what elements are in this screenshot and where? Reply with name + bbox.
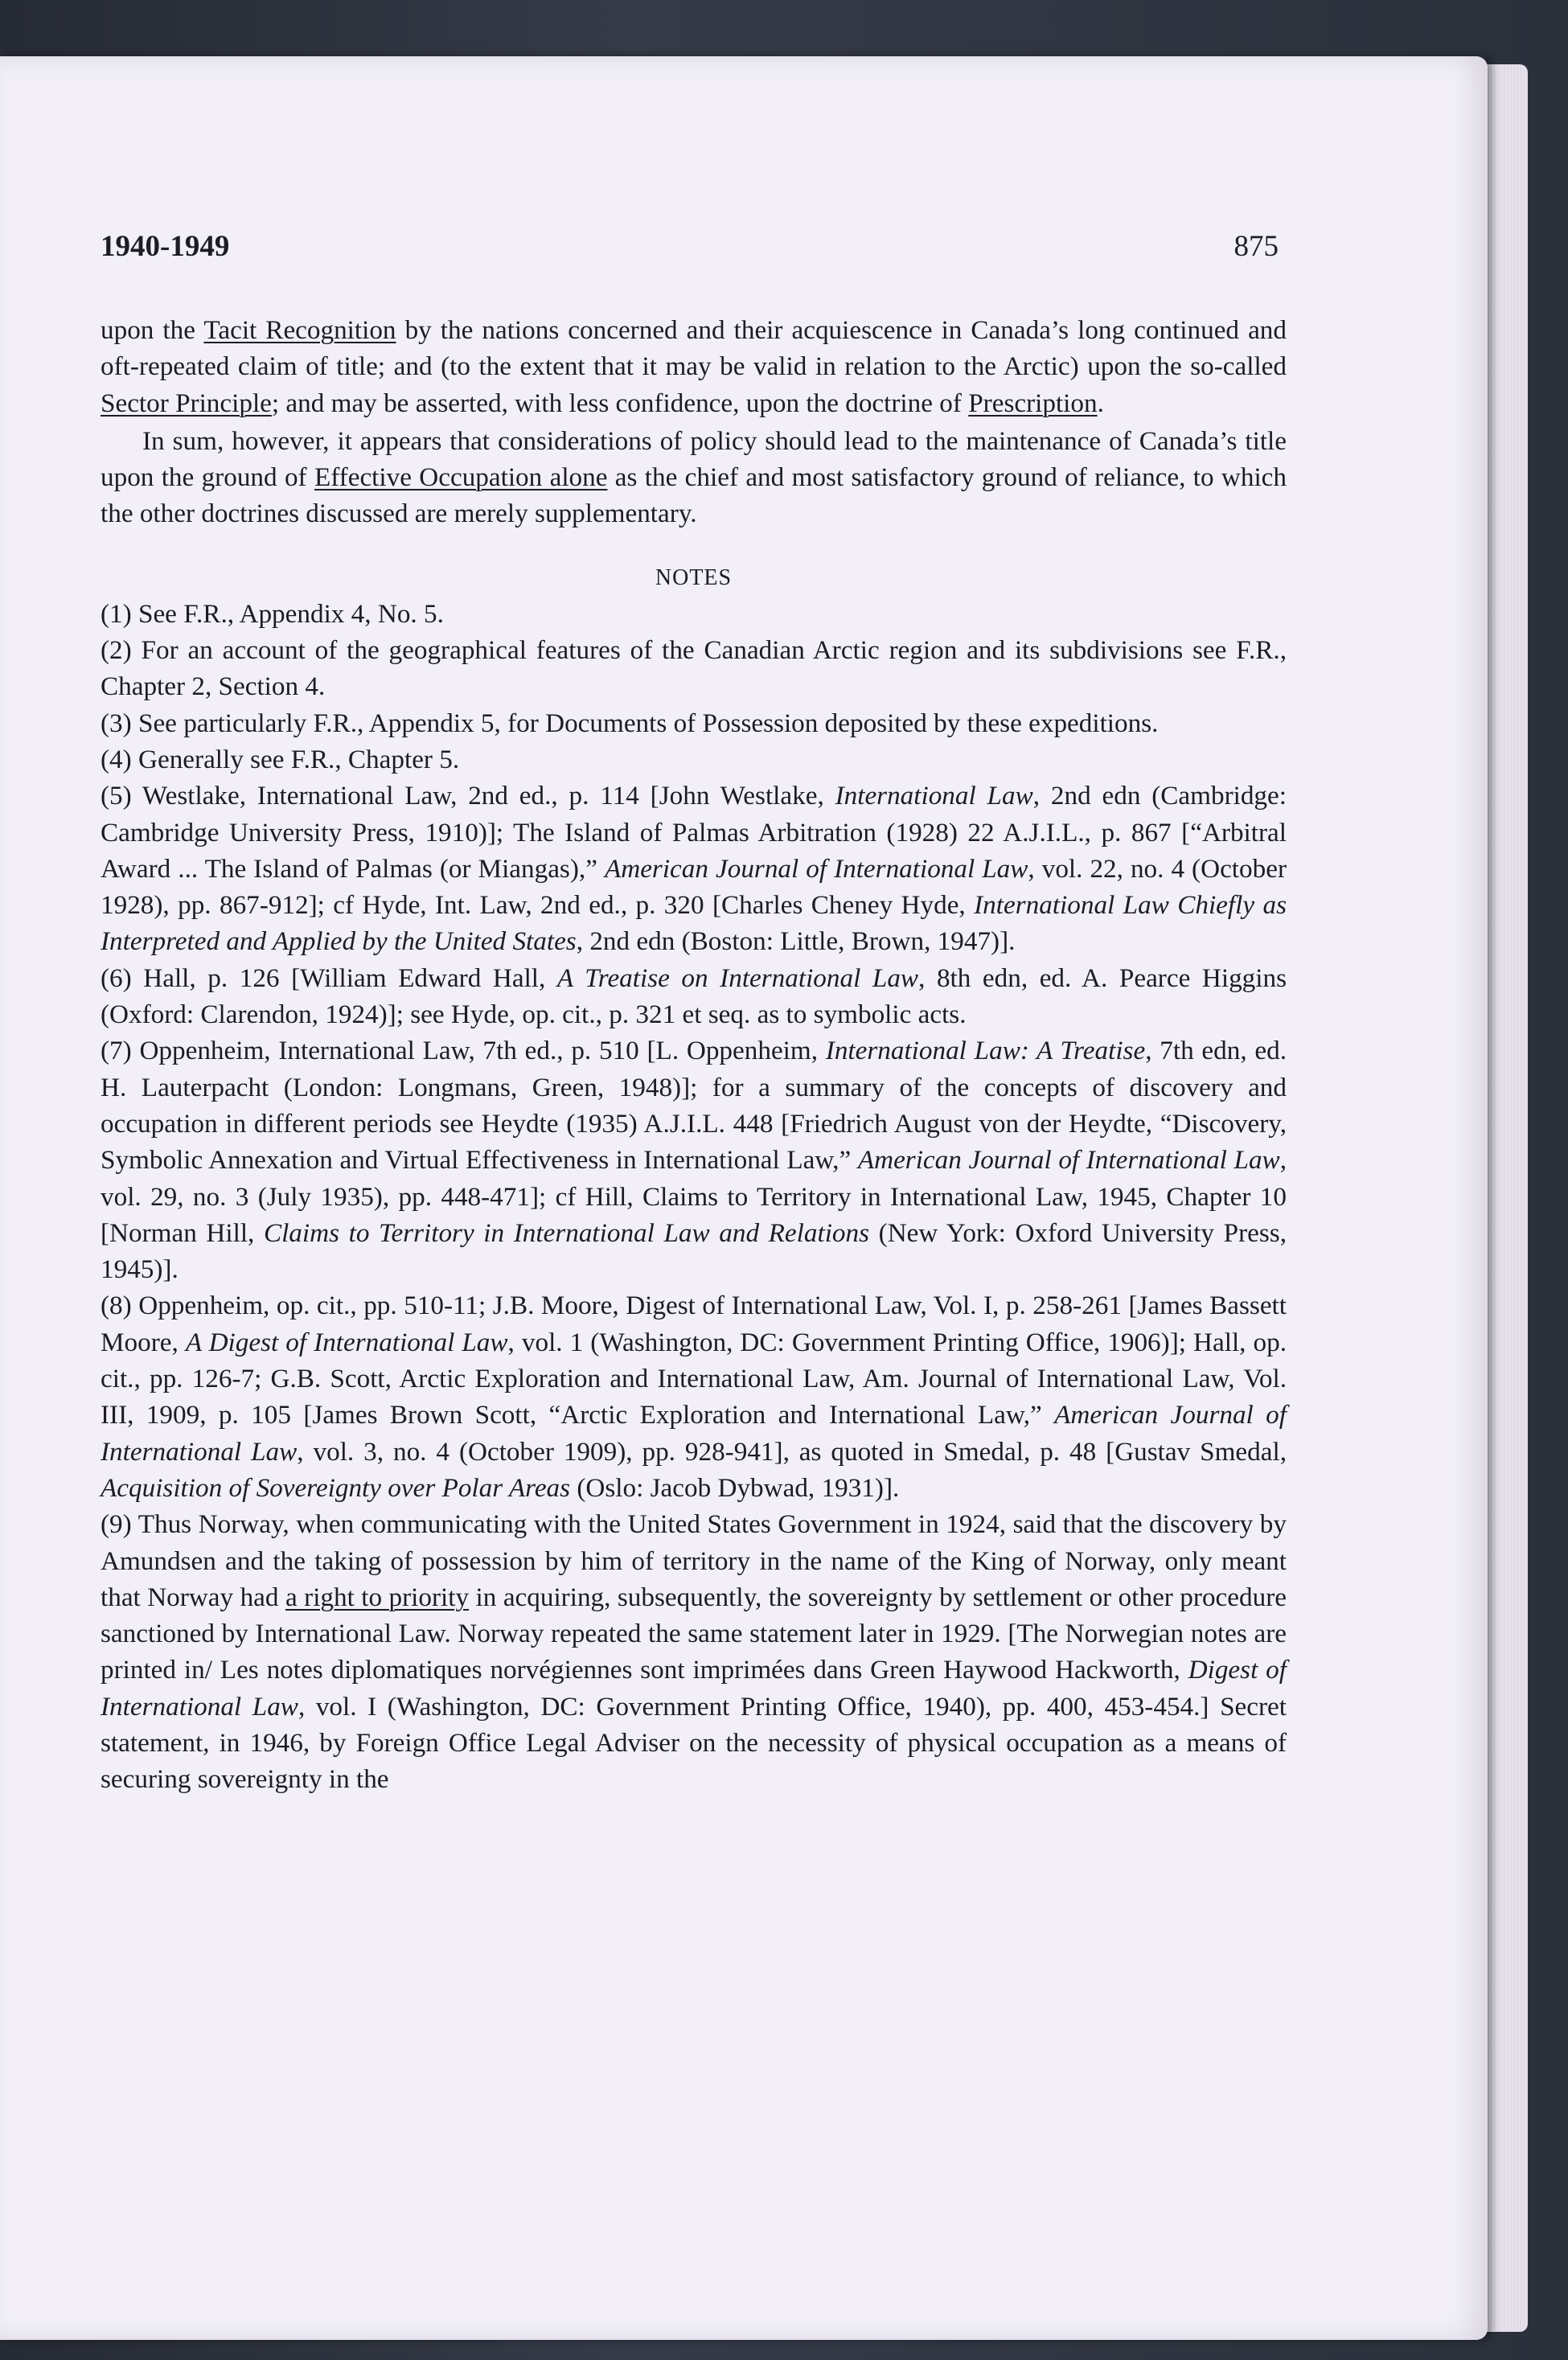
footnote [101,705,1287,741]
italic-title: International Law Chiefly as Interpreted and Applied by the United States [101,890,1287,957]
footnote [101,596,1287,632]
text-run: (8) Oppenheim, op. cit., pp. 510-11; J.B. Moore, Digest of International Law, Vol. I, p. 258-261 [James Bassett Moore, [101,1291,1287,1357]
text-run: (5) Westlake, International Law, 2nd ed., p. 114 [John Westlake, [101,781,835,811]
notes-heading: NOTES [655,564,733,590]
text-run: , 2nd edn (Boston: Little, Brown, 1947)]. [576,926,1016,957]
page-text [101,312,1287,1798]
page-number: 875 [1233,230,1279,263]
text-run: (6) Hall, p. 126 [William Edward Hall, [101,962,557,993]
body-paragraph [101,423,1287,532]
footnote [101,778,1287,959]
footnote [101,1287,1287,1506]
footnote [101,741,1287,778]
italic-title: Claims to Territory in International Law and Relations [263,1217,870,1248]
text-run: (7) Oppenheim, International Law, 7th ed., p. 510 [L. Oppenheim, [101,1036,826,1066]
underlined-term: a right to priority [285,1582,470,1612]
text-run: (2) For an account of the geographical features of the Canadian Arctic region and its subdivisions see F.R., Chapter 2, Section 4. [101,635,1287,702]
text-run: (9) Thus Norway, when communicating with the United States Government in 1924, said that the discovery by Amundsen and the taking of possession by him of territory in the name of the King of Norway, only meant that Norway had [101,1509,1287,1612]
footnote [101,632,1287,705]
footnote [101,1506,1287,1797]
section-years: 1940-1949 [101,230,230,263]
text-run: , 2nd edn (Cambridge: Cambridge University Press, 1910)]; The Island of Palmas Arbitration (1928) 22 A.J.I.L., p. 867 [“Arbitral Award ... The Island of Palmas (or Miangas),” [101,781,1287,884]
italic-title: American Journal of International Law [857,1145,1280,1176]
text-run: , vol. 29, no. 3 (July 1935), pp. 448-471]; cf Hill, Claims to Territory in International Law, 1945, Chapter 10 [Norman Hill, [101,1145,1287,1248]
body-paragraph [101,312,1287,421]
underlined-term: Prescription [968,388,1098,418]
italic-title: American Journal of International Law [604,853,1028,884]
text-run: upon the [101,315,204,345]
text-run: . [1097,388,1104,418]
italic-title: International Law [835,781,1033,811]
text-run: in acquiring, subsequently, the sovereignty by settlement or other procedure sanctioned by International Law. Norway repeated the same statement later in 1929. [The Norwegian notes are printed in/ Les notes diplomatiques norvégiennes sont imprimées dans Green Haywood Hackworth, [101,1582,1287,1685]
underlined-term: Effective Occupation alone [314,462,608,493]
text-run: (3) See particularly F.R., Appendix 5, for Documents of Possession deposited by these expeditions. [101,708,1159,738]
underlined-term: Sector Principle [101,388,272,418]
italic-title: A Treatise on International Law [556,962,919,993]
text-run: ; and may be asserted, with less confidence, upon the doctrine of [271,388,969,418]
footnote [101,1032,1287,1287]
text-run: by the nations concerned and their acquiescence in Canada’s long continued and oft-repeated claim of title; and (to the extent that it may be valid in relation to the Arctic) upon the so-called [101,315,1287,382]
italic-title: A Digest of International Law [185,1327,508,1357]
notes-list [101,596,1287,1798]
underlined-term: Tacit Recognition [203,315,396,345]
italic-title: Digest of International Law [101,1655,1287,1722]
text-run: (Oslo: Jacob Dybwad, 1931)]. [570,1472,900,1503]
text-run: In sum, however, it appears that considerations of policy should lead to the maintenance of Canada’s title upon the ground of [101,425,1287,493]
running-header [101,229,1279,264]
footnote [101,960,1287,1033]
text-run: , vol. 1 (Washington, DC: Government Printing Office, 1906)]; Hall, op. cit., pp. 126-7; G.B. Scott, Arctic Exploration and International Law, Am. Journal of International Law, Vol. III, 1909, p. 105 [James Brown Scott, “Arctic Exploration and International Law,” [101,1327,1287,1430]
text-run: (1) See F.R., Appendix 4, No. 5. [101,598,444,629]
text-run: (New York: Oxford University Press, 1945)]. [101,1217,1287,1285]
italic-title: International Law: A Treatise [825,1036,1146,1066]
text-run: , vol. 22, no. 4 (October 1928), pp. 867-912]; cf Hyde, Int. Law, 2nd ed., p. 320 [Charles Cheney Hyde, [101,853,1287,921]
italic-title: American Journal of International Law [101,1400,1287,1467]
text-run: , vol. 3, no. 4 (October 1909), pp. 928-941], as quoted in Smedal, p. 48 [Gustav Smedal, [297,1436,1287,1467]
italic-title: Acquisition of Sovereignty over Polar Areas [101,1472,571,1503]
text-run: (4) Generally see F.R., Chapter 5. [101,744,460,774]
text-run: , vol. I (Washington, DC: Government Printing Office, 1940), pp. 400, 453-454.] Secret statement, in 1946, by Foreign Office Legal Adviser on the necessity of physical occupation as a means of securing sovereignty in the [101,1691,1287,1795]
text-run: , 8th edn, ed. A. Pearce Higgins (Oxford: Clarendon, 1924)]; see Hyde, op. cit., p. 321 et seq. as to symbolic acts. [101,962,1287,1030]
text-run: as the chief and most satisfactory ground of reliance, to which the other doctrines discussed are merely supplementary. [101,462,1287,529]
text-run: , 7th edn, ed. H. Lauterpacht (London: Longmans, Green, 1948)]; for a summary of the concepts of discovery and occupation in different periods see Heydte (1935) A.J.I.L. 448 [Friedrich August von der Heydte, “Discovery, Symbolic Annexation and Virtual Effectiveness in International Law,” [101,1036,1287,1176]
